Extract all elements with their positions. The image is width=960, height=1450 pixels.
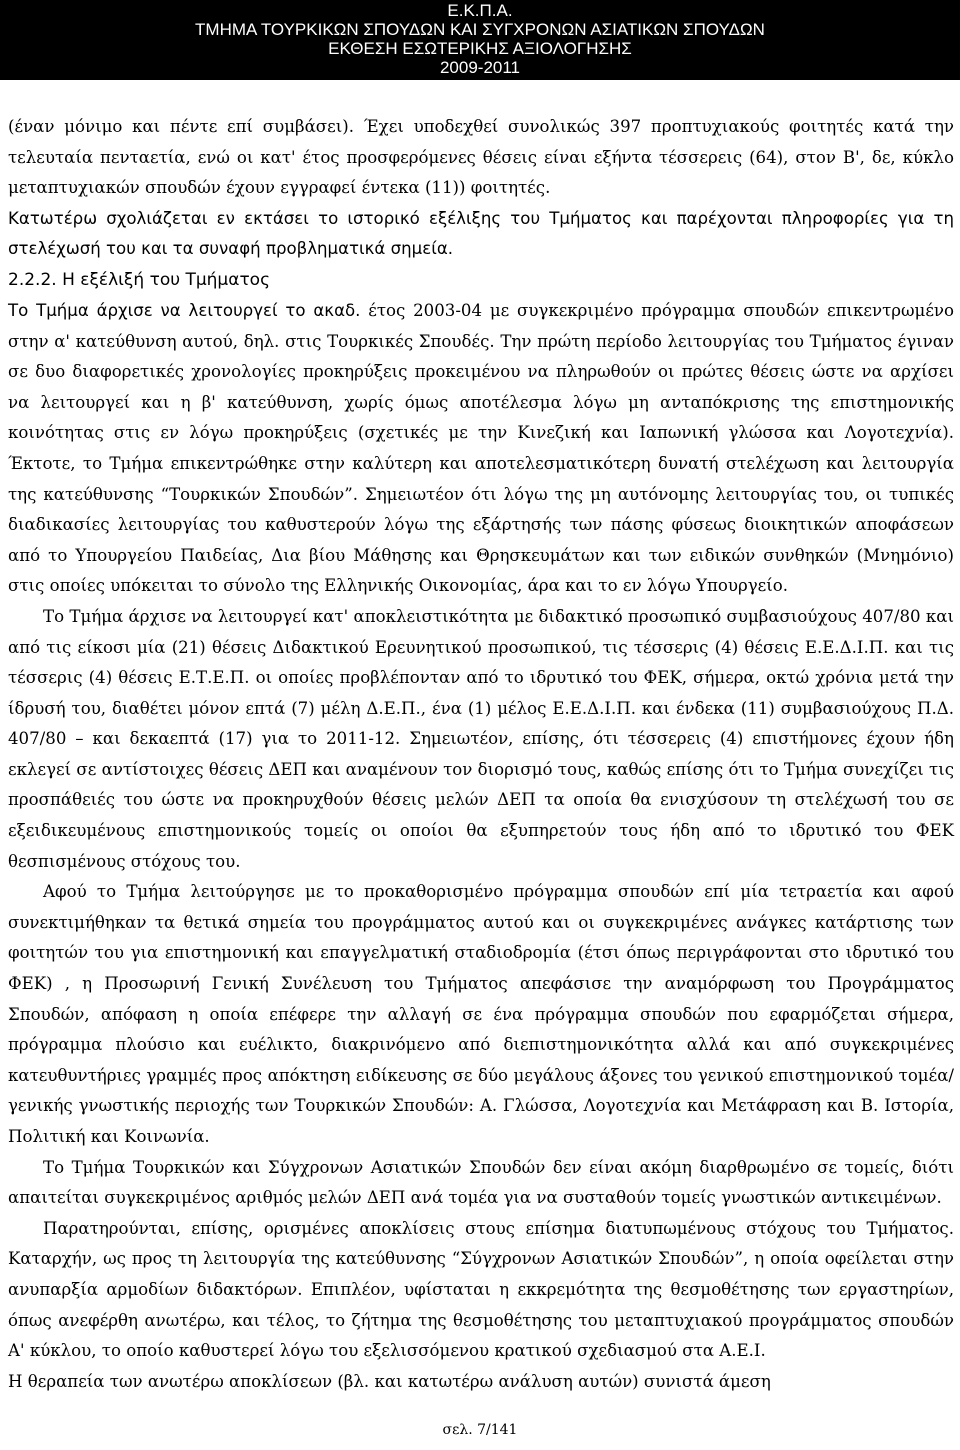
document-body: [8, 112, 954, 1397]
paragraph-history-lead: Το Τμήμα άρχισε να λειτουργεί το ακαδ.: [8, 300, 361, 320]
paragraph-curriculum: Αφού το Τμήμα λειτούργησε με το προκαθορισμένο πρόγραμμα σπουδών επί μία τετραετία και αφού συνεκτιμήθηκαν τα θετικά σημεία του προγράμματος αυτού και οι συγκεκριμένες ανάγκες κατάρτισης των φοιτητών του για επιστημονική και επαγγελματική σταδιοδρομία (έτσι όπως περιγράφονται στο ιδρυτικό του ΦΕΚ) , η Προσωρινή Γενική Συνέλευση του Τμήματος απεφάσισε την αναμόρφωση του Προγράμματος Σπουδών, απόφαση η οποία επέφερε την αλλαγή σε ένα πρόγραμμα σπουδών που εφαρμόζεται σήμερα, πρόγραμμα πλούσιο και ευέλικτο, διακρινόμενο από διεπιστημονικότητα αλλά και από συγκεκριμένες κατευθυντήριες γραμμές προς απόκτηση ειδίκευσης σε δύο μεγάλους άξονες του γενικού επιστημονικού τομέα/γενικής γνωστικής περιοχής των Τουρκικών Σπουδών: Α. Γλώσσα, Λογοτεχνία και Μετάφραση και Β. Ιστορία, Πολιτική και Κοινωνία.: [8, 882, 954, 1146]
paragraph-sectors: Το Τμήμα Τουρκικών και Σύγχρονων Ασιατικών Σπουδών δεν είναι ακόμη διαρθρωμένο σε τομείς, διότι απαιτείται συγκεκριμένος αριθμός μελών ΔΕΠ ανά τομέα για να συσταθούν τομείς γνωστικών αντικειμένων.: [8, 1157, 954, 1208]
paragraph-remedy: Η θεραπεία των ανωτέρω αποκλίσεων (βλ. και κατωτέρω ανάλυση αυτών) συνιστά άμεση: [8, 1371, 771, 1391]
header-department: ΤΜΗΜΑ ΤΟΥΡΚΙΚΩΝ ΣΠΟΥΔΩΝ ΚΑΙ ΣΥΓΧΡΟΝΩΝ ΑΣΙΑΤΙΚΩΝ ΣΠΟΥΔΩΝ: [195, 20, 765, 39]
header-university: Ε.Κ.Π.Α.: [447, 1, 513, 20]
page-number: σελ. 7/141: [442, 1422, 518, 1438]
paragraph-student-intake: (έναν μόνιμο και πέντε επί συμβάσει). Έχει υποδεχθεί συνολικώς 397 προπτυχιακούς φοιτητές κατά την τελευταία πενταετία, ενώ οι κατ' έτος προσφερόμενες θέσεις είναι εξήντα τέσσερεις (64), στον Β', δε, κύκλο μεταπτυχιακών σπουδών έχουν εγγραφεί έντεκα (11)) φοιτητές.: [8, 117, 954, 198]
paragraph-staffing: Το Τμήμα άρχισε να λειτουργεί κατ' αποκλειστικότητα με διδακτικό προσωπικό συμβασιούχους 407/80 και από τις είκοσι μία (21) θέσεις Διδακτικού Ερευνητικού προσωπικού, τις τέσσερις (4) θέσεις Ε.Ε.Δ.Ι.Π. και τις τέσσερις (4) θέσεις Ε.Τ.Ε.Π. οι οποίες προβλέπονταν από το ιδρυτικό του ΦΕΚ, σήμερα, οκτώ χρόνια μετά την ίδρυσή του, διαθέτει μόνον επτά (7) μέλη Δ.Ε.Π., ένα (1) μέλος Ε.Ε.Δ.Ι.Π. και ένδεκα (11) συμβασιούχους Π.Δ. 407/80 – και δεκαεπτά (17) για το 2011-12. Σημειωτέον, επίσης, ότι τέσσερεις (4) επιστήμονες έχουν ήδη εκλεγεί σε αντίστοιχες θέσεις ΔΕΠ και αναμένουν τον διορισμό τους, καθώς επίσης ότι το Τμήμα συνεχίζει τις προσπάθειές του ώστε να προκηρυχθούν θέσεις μελών ΔΕΠ τα οποία θα ενισχύσουν τη στελέχωσή του σε εξειδικευμένους επιστημονικούς τομείς οι οποίοι θα εξυπηρετούν τους ήδη από το ιδρυτικό του ΦΕΚ θεσπισμένους στόχους του.: [8, 606, 954, 871]
paragraph-deviations: Παρατηρούνται, επίσης, ορισμένες αποκλίσεις στους επίσημα διατυπωμένους στόχους του Τμήματος. Καταρχήν, ως προς τη λειτουργία της κατεύθυνσης “Σύγχρονων Ασιατικών Σπουδών”, η οποία οφείλεται στην ανυπαρξία αρμοδίων διδακτόρων. Επιπλέον, υφίσταται η εκκρεμότητα της θεσμοθέτησης των εργαστηρίων, όπως ανεφέρθη ανωτέρω, και τέλος, το ζήτημα της θεσμοθέτησης του μεταπτυχιακού προγράμματος σπουδών Α' κύκλου, το οποίο καθυστερεί λόγω του εξελισσόμενου κρατικού σχεδιασμού στα Α.Ε.Ι.: [8, 1218, 954, 1361]
section-heading: 2.2.2. Η εξέλιξή του Τμήματος: [8, 269, 271, 290]
paragraph-department-history: [8, 296, 954, 602]
document-header: [0, 0, 960, 80]
paragraph-overview-note: Κατωτέρω σχολιάζεται εν εκτάσει το ιστορικό εξέλιξης του Τμήματος και παρέχονται πληροφορίες για τη στελέχωσή του και τα συναφή προβληματικά σημεία.: [8, 208, 954, 259]
header-period: 2009-2011: [439, 58, 521, 77]
paragraph-history-text: έτος 2003-04 με συγκεκριμένο πρόγραμμα σπουδών επικεντρωμένο στην α' κατεύθυνση αυτού, δηλ. στις Τουρκικές Σπουδές. Την πρώτη περίοδο λειτουργίας του Τμήματος έγιναν σε δυο διαφορετικές χρονολογίες προκηρύξεις προκειμένου να πληρωθούν οι πρώτες θέσεις ώστε να αρχίσει να λειτουργεί και η β' κατεύθυνση, χωρίς όμως αποτέλεσμα λόγω μη ανταπόκρισης της επιστημονικής κοινότητας στις εν λόγω προκηρύξεις (σχετικές με την Κινεζική και Ιαπωνική γλώσσα και Λογοτεχνία). Έκτοτε, το Τμήμα επικεντρώθηκε στην καλύτερη και αποτελεσματικότερη δυνατή στελέχωση και λειτουργία της κατεύθυνσης “Τουρκικών Σπουδών”. Σημειωτέον ότι λόγω της μη αυτόνομης λειτουργίας του, οι τυπικές διαδικασίες λειτουργίας του καθυστερούν λόγω της εξάρτησής των πάσης φύσεως διοικητικών αποφάσεων από το Υπουργείου Παιδείας, Δια βίου Μάθησης και Θρησκευμάτων και των ειδικών συνθηκών (Μνημόνιο) στις οποίες υπόκειται το σύνολο της Ελληνικής Οικονομίας, άρα και το εν λόγω Υπουργείο.: [8, 300, 954, 596]
header-report-title: ΕΚΘΕΣΗ ΕΣΩΤΕΡΙΚΗΣ ΑΞΙΟΛΟΓΗΣΗΣ: [328, 39, 632, 58]
